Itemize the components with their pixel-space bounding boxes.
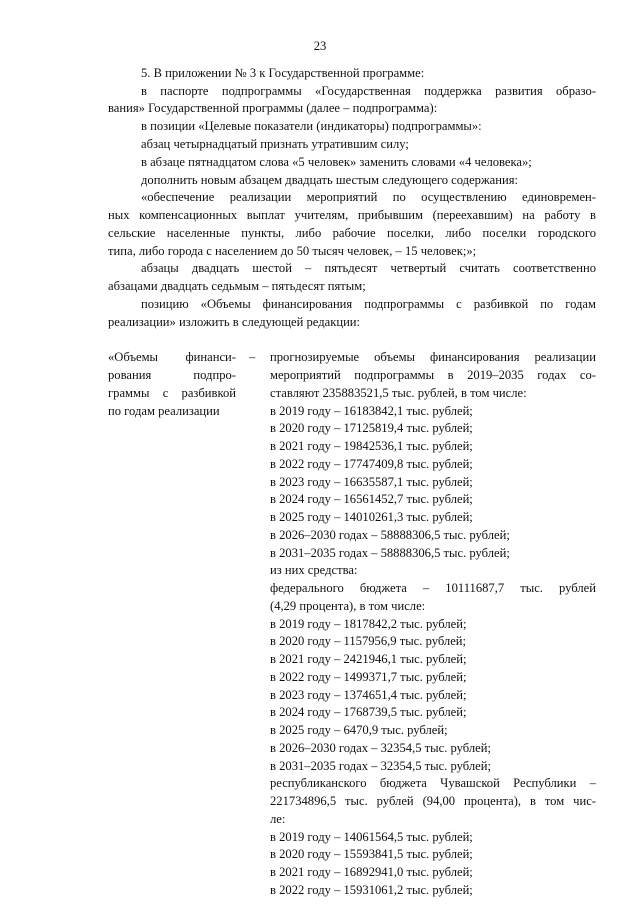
- funding-line: в 2031–2035 годах – 32354,5 тыс. рублей;: [270, 759, 491, 773]
- funding-line: в 2022 году – 17747409,8 тыс. рублей;: [270, 457, 473, 471]
- intro-line: сельские населенные пункты, либо рабочие поселки, либо поселки городского: [108, 226, 596, 240]
- funding-line: в 2026–2030 годах – 58888306,5 тыс. рублей;: [270, 528, 510, 542]
- intro-line: ных компенсационных выплат учителям, прибывшим (переехавшим) на работу в: [108, 208, 596, 222]
- funding-line: в 2020 году – 1157956,9 тыс. рублей;: [270, 634, 467, 648]
- funding-line: в 2021 году – 19842536,1 тыс. рублей;: [270, 439, 473, 453]
- funding-line: в 2019 году – 14061564,5 тыс. рублей;: [270, 830, 473, 844]
- funding-line: (4,29 процента), в том числе:: [270, 599, 426, 613]
- funding-line: в 2024 году – 16561452,7 тыс. рублей;: [270, 492, 473, 506]
- intro-line: вания» Государственной программы (далее – подпрограмма):: [108, 101, 438, 115]
- intro-line: абзац четырнадцатый признать утратившим силу;: [141, 137, 409, 151]
- funding-line: в 2025 году – 14010261,3 тыс. рублей;: [270, 510, 473, 524]
- funding-line: в 2021 году – 16892941,0 тыс. рублей;: [270, 865, 473, 879]
- intro-line: абзацами двадцать седьмым – пятьдесят пятым;: [108, 279, 366, 293]
- funding-line: ле:: [270, 812, 286, 826]
- position-label-line: рования подпро-: [108, 368, 236, 382]
- funding-line: республиканского бюджета Чувашской Республики –: [270, 776, 596, 790]
- funding-line: в 2022 году – 1499371,7 тыс. рублей;: [270, 670, 467, 684]
- intro-line: типа, либо города с населением до 50 тысяч человек, – 15 человек;»;: [108, 244, 477, 258]
- position-label-line: граммы с разбивкой: [108, 386, 236, 400]
- intro-line: в абзаце пятнадцатом слова «5 человек» заменить словами «4 человека»;: [141, 155, 532, 169]
- intro-line: позицию «Объемы финансирования подпрограммы с разбивкой по годам: [141, 297, 596, 311]
- funding-line: в 2022 году – 15931061,2 тыс. рублей;: [270, 883, 473, 897]
- intro-line: дополнить новым абзацем двадцать шестым следующего содержания:: [141, 173, 519, 187]
- funding-line: в 2020 году – 17125819,4 тыс. рублей;: [270, 421, 473, 435]
- funding-line: в 2023 году – 16635587,1 тыс. рублей;: [270, 475, 473, 489]
- page-number: 23: [313, 39, 327, 53]
- intro-line: в паспорте подпрограммы «Государственная поддержка развития образо-: [141, 84, 596, 98]
- intro-line: абзацы двадцать шестой – пятьдесят четвертый считать соответственно: [141, 261, 596, 275]
- funding-line: в 2019 году – 1817842,2 тыс. рублей;: [270, 617, 467, 631]
- funding-line: из них средства:: [270, 563, 358, 577]
- position-dash: –: [249, 350, 256, 364]
- funding-line: в 2024 году – 1768739,5 тыс. рублей;: [270, 705, 467, 719]
- intro-line: реализации» изложить в следующей редакции:: [108, 315, 361, 329]
- position-label-line: «Объемы финанси-: [108, 350, 236, 364]
- funding-line: в 2023 году – 1374651,4 тыс. рублей;: [270, 688, 467, 702]
- funding-line: в 2031–2035 годах – 58888306,5 тыс. рублей;: [270, 546, 510, 560]
- funding-line: в 2021 году – 2421946,1 тыс. рублей;: [270, 652, 467, 666]
- funding-line: прогнозируемые объемы финансирования реализации: [270, 350, 596, 364]
- funding-line: в 2025 году – 6470,9 тыс. рублей;: [270, 723, 448, 737]
- intro-line: в позиции «Целевые показатели (индикаторы) подпрограммы»:: [141, 119, 482, 133]
- funding-line: ставляют 235883521,5 тыс. рублей, в том числе:: [270, 386, 527, 400]
- funding-line: в 2019 году – 16183842,1 тыс. рублей;: [270, 404, 473, 418]
- funding-line: мероприятий подпрограммы в 2019–2035 годах со-: [270, 368, 596, 382]
- intro-line: 5. В приложении № 3 к Государственной программе:: [141, 66, 425, 80]
- funding-line: в 2026–2030 годах – 32354,5 тыс. рублей;: [270, 741, 491, 755]
- position-label-line: по годам реализации: [108, 404, 220, 418]
- funding-line: в 2020 году – 15593841,5 тыс. рублей;: [270, 847, 473, 861]
- funding-line: 221734896,5 тыс. рублей (94,00 процента), в том чис-: [270, 794, 596, 808]
- intro-line: «обеспечение реализации мероприятий по осуществлению единовремен-: [141, 190, 596, 204]
- funding-line: федерального бюджета – 10111687,7 тыс. рублей: [270, 581, 596, 595]
